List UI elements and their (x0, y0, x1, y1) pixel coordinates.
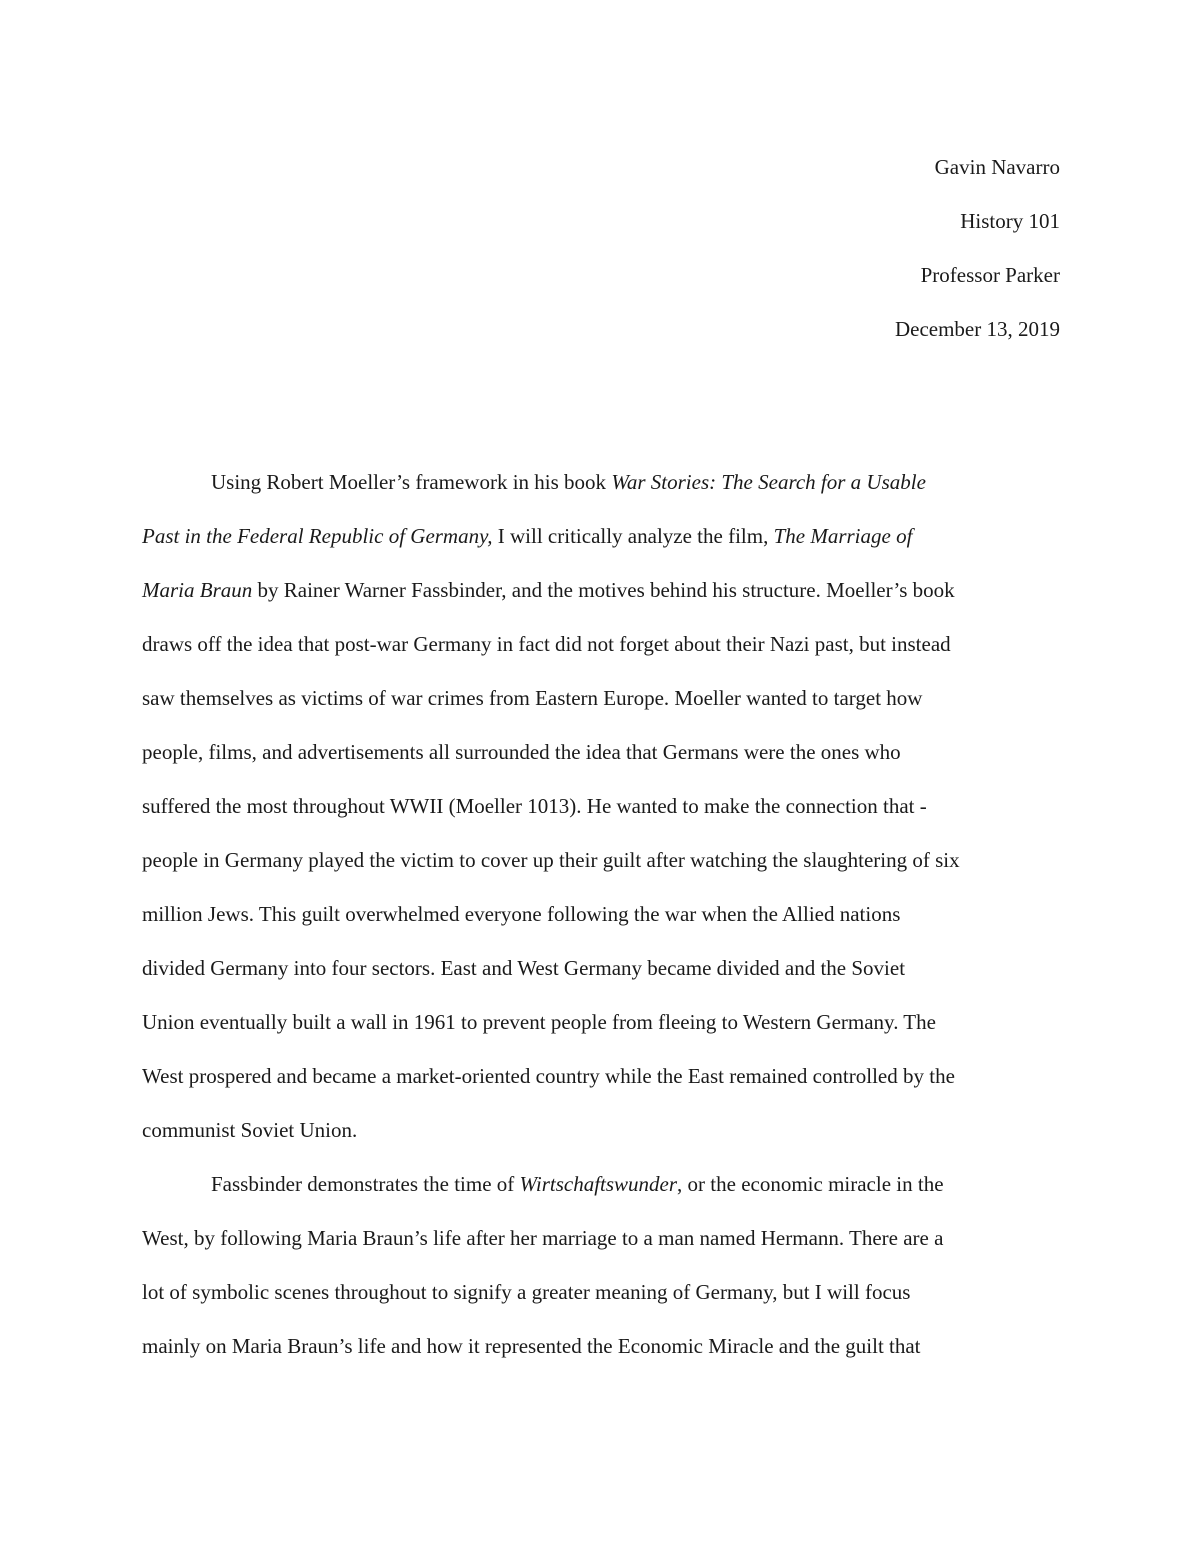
header-block (895, 140, 1060, 356)
paragraph-2-line: lot of symbolic scenes throughout to signify a greater meaning of Germany, but I will focus (142, 1280, 911, 1304)
paragraph-1-line: draws off the idea that post-war Germany in fact did not forget about their Nazi past, but instead (142, 632, 951, 656)
paragraph-1-line: divided Germany into four sectors. East and West Germany became divided and the Soviet (142, 956, 906, 980)
book-title-continued: Past in the Federal Republic of Germany, (142, 524, 493, 548)
german-term: Wirtschaftswunder (519, 1172, 678, 1196)
author-name: Gavin Navarro (934, 155, 1060, 179)
paragraph-1-line: Using Robert Moeller’s framework in his book War Stories: The Search for a Usable (211, 470, 926, 494)
film-title: The Marriage of (773, 524, 913, 548)
paragraph-1-line: communist Soviet Union. (142, 1118, 358, 1142)
essay-body (142, 455, 1062, 1373)
paragraph-2-line: mainly on Maria Braun’s life and how it represented the Economic Miracle and the guilt that (142, 1334, 921, 1358)
book-title: War Stories: The Search for a Usable (611, 470, 926, 494)
paragraph-1-line: Union eventually built a wall in 1961 to prevent people from fleeing to Western Germany. The (142, 1010, 936, 1034)
paragraph-1-line: Past in the Federal Republic of Germany, I will critically analyze the film, The Marriage of (142, 524, 913, 548)
paragraph-1-line: suffered the most throughout WWII (Moeller 1013). He wanted to make the connection that - (142, 794, 927, 818)
paragraph-1-line: saw themselves as victims of war crimes from Eastern Europe. Moeller wanted to target how (142, 686, 923, 710)
document-date: December 13, 2019 (894, 317, 1060, 341)
paragraph-1-line: West prospered and became a market-oriented country while the East remained controlled by the (142, 1064, 955, 1088)
paragraph-2-line: Fassbinder demonstrates the time of Wirtschaftswunder, or the economic miracle in the (211, 1172, 944, 1196)
paragraph-2-line: West, by following Maria Braun’s life after her marriage to a man named Hermann. There are a (142, 1226, 944, 1250)
professor-name: Professor Parker (920, 263, 1060, 287)
paragraph-1-line: people in Germany played the victim to cover up their guilt after watching the slaughtering of six (142, 848, 960, 872)
course-name: History 101 (960, 209, 1060, 233)
paragraph-1-line: people, films, and advertisements all surrounded the idea that Germans were the ones who (142, 740, 901, 764)
paragraph-1-line: Maria Braun by Rainer Warner Fassbinder, and the motives behind his structure. Moeller’s book (142, 578, 955, 602)
film-title-continued: Maria Braun (142, 578, 253, 602)
paragraph-1-line: million Jews. This guilt overwhelmed everyone following the war when the Allied nations (142, 902, 901, 926)
